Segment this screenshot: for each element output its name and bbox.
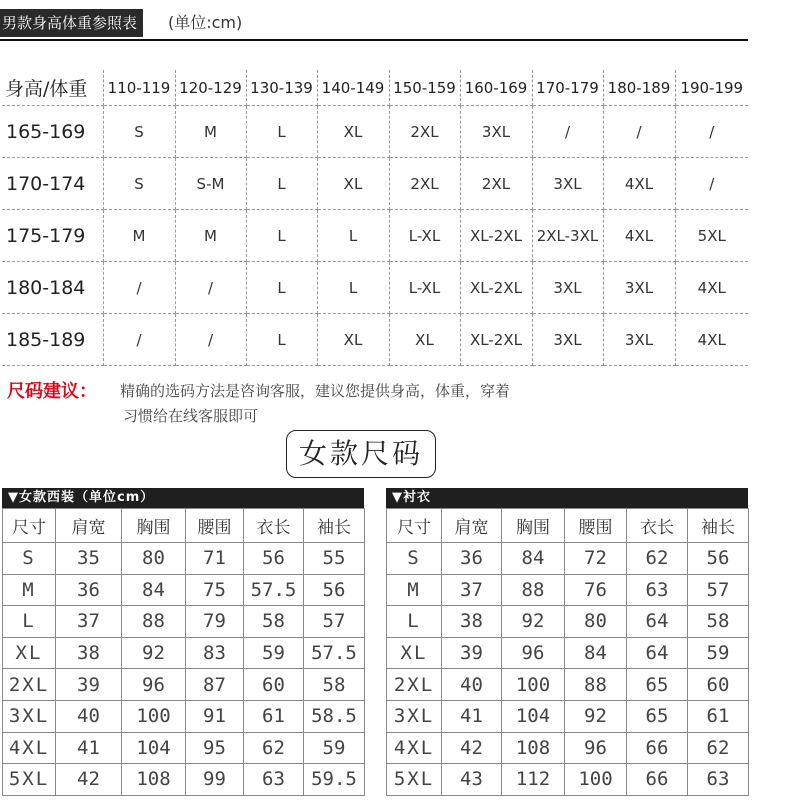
weight-range-header: 150-159	[389, 70, 460, 106]
height-range-cell: 165-169	[2, 106, 103, 158]
measurement-cell: 84	[122, 574, 186, 606]
table-row	[387, 574, 749, 606]
measurement-cell: 104	[502, 700, 565, 732]
size-cell: 3XL	[532, 262, 603, 314]
men-table-header-row	[2, 70, 748, 106]
size-cell: L	[246, 210, 317, 262]
size-cell: /	[175, 262, 246, 314]
column-header: 袖长	[304, 509, 365, 543]
measurement-cell: 58	[688, 606, 749, 638]
size-cell: /	[103, 314, 175, 366]
measurement-cell: 36	[442, 543, 502, 575]
measurement-cell: 72	[565, 543, 627, 575]
advice-text	[120, 379, 640, 429]
size-cell: M	[175, 210, 246, 262]
table-row	[3, 574, 365, 606]
measurement-cell: 61	[688, 700, 749, 732]
column-header: 衣长	[244, 509, 304, 543]
column-header: 胸围	[122, 509, 186, 543]
size-cell: S	[103, 106, 175, 158]
measurement-cell: 56	[244, 543, 304, 575]
measurement-cell: 60	[688, 669, 749, 701]
size-label-cell: M	[387, 574, 442, 606]
shirt-table-header-row	[387, 509, 749, 543]
measurement-cell: 63	[688, 764, 749, 796]
unit-label: (单位:cm)	[168, 13, 243, 32]
measurement-cell: 99	[186, 764, 244, 796]
measurement-cell: 96	[502, 637, 565, 669]
size-cell: 2XL	[389, 106, 460, 158]
measurement-cell: 63	[627, 574, 688, 606]
size-cell: M	[103, 210, 175, 262]
table-row	[2, 314, 748, 366]
size-cell: 2XL	[389, 158, 460, 210]
measurement-cell: 37	[56, 606, 122, 638]
size-label-cell: 5XL	[3, 764, 56, 796]
measurement-cell: 57.5	[244, 574, 304, 606]
measurement-cell: 100	[122, 700, 186, 732]
weight-range-header: 160-169	[460, 70, 532, 106]
size-cell: L	[246, 158, 317, 210]
table-row	[3, 669, 365, 701]
table-row	[387, 669, 749, 701]
size-label-cell: 2XL	[387, 669, 442, 701]
measurement-cell: 108	[122, 764, 186, 796]
size-cell: 5XL	[675, 210, 748, 262]
advice-line-1: 精确的选码方法是咨询客服，建议您提供身高，体重，穿着	[120, 382, 511, 400]
measurement-cell: 39	[442, 637, 502, 669]
size-cell: XL	[389, 314, 460, 366]
women-size-heading: 女款尺码	[286, 430, 436, 478]
measurement-cell: 96	[565, 732, 627, 764]
size-cell: XL	[317, 158, 389, 210]
measurement-cell: 66	[627, 732, 688, 764]
measurement-cell: 56	[304, 574, 365, 606]
table-row	[387, 543, 749, 575]
column-header: 尺寸	[3, 509, 56, 543]
size-label-cell: 2XL	[3, 669, 56, 701]
weight-range-header: 110-119	[103, 70, 175, 106]
measurement-cell: 100	[502, 669, 565, 701]
measurement-cell: 59	[244, 637, 304, 669]
measurement-cell: 104	[122, 732, 186, 764]
height-range-cell: 180-184	[2, 262, 103, 314]
weight-range-header: 130-139	[246, 70, 317, 106]
table-row	[2, 106, 748, 158]
column-header: 衣长	[627, 509, 688, 543]
size-cell: XL-2XL	[460, 314, 532, 366]
measurement-cell: 42	[442, 732, 502, 764]
size-label-cell: S	[3, 543, 56, 575]
measurement-cell: 41	[442, 700, 502, 732]
measurement-cell: 42	[56, 764, 122, 796]
column-header: 袖长	[688, 509, 749, 543]
size-cell: 4XL	[675, 262, 748, 314]
advice-label: 尺码建议：	[7, 381, 97, 402]
height-range-cell: 175-179	[2, 210, 103, 262]
page-title: 男款身高体重参照表	[0, 9, 143, 37]
measurement-cell: 91	[186, 700, 244, 732]
size-cell: /	[175, 314, 246, 366]
measurement-cell: 39	[56, 669, 122, 701]
column-header: 胸围	[502, 509, 565, 543]
size-cell: 4XL	[675, 314, 748, 366]
size-cell: L	[317, 210, 389, 262]
measurement-cell: 65	[627, 700, 688, 732]
size-cell: 4XL	[603, 210, 675, 262]
measurement-cell: 36	[56, 574, 122, 606]
measurement-cell: 88	[122, 606, 186, 638]
column-header: 尺寸	[387, 509, 442, 543]
weight-range-header: 180-189	[603, 70, 675, 106]
measurement-cell: 71	[186, 543, 244, 575]
column-header: 腰围	[565, 509, 627, 543]
size-label-cell: XL	[387, 637, 442, 669]
column-header: 肩宽	[56, 509, 122, 543]
size-cell: /	[603, 106, 675, 158]
table-row	[387, 637, 749, 669]
table-row	[3, 606, 365, 638]
size-cell: XL	[317, 106, 389, 158]
measurement-cell: 61	[244, 700, 304, 732]
measurement-cell: 96	[122, 669, 186, 701]
size-label-cell: S	[387, 543, 442, 575]
table-row	[387, 606, 749, 638]
size-label-cell: 5XL	[387, 764, 442, 796]
size-cell: 3XL	[532, 158, 603, 210]
size-cell: 3XL	[603, 262, 675, 314]
weight-range-header: 190-199	[675, 70, 748, 106]
table-row	[3, 732, 365, 764]
size-label-cell: 3XL	[387, 700, 442, 732]
measurement-cell: 84	[565, 637, 627, 669]
size-cell: XL-2XL	[460, 210, 532, 262]
measurement-cell: 62	[688, 732, 749, 764]
column-header: 腰围	[186, 509, 244, 543]
height-range-cell: 170-174	[2, 158, 103, 210]
measurement-cell: 57.5	[304, 637, 365, 669]
measurement-cell: 95	[186, 732, 244, 764]
size-cell: L	[317, 262, 389, 314]
measurement-cell: 75	[186, 574, 244, 606]
suit-table-header-row	[3, 509, 365, 543]
table-row	[387, 732, 749, 764]
size-cell: /	[675, 158, 748, 210]
size-cell: 2XL-3XL	[532, 210, 603, 262]
measurement-cell: 58	[244, 606, 304, 638]
measurement-cell: 66	[627, 764, 688, 796]
measurement-cell: 57	[304, 606, 365, 638]
measurement-cell: 92	[565, 700, 627, 732]
measurement-cell: 63	[244, 764, 304, 796]
measurement-cell: 80	[565, 606, 627, 638]
measurement-cell: 41	[56, 732, 122, 764]
shirt-size-table	[386, 508, 749, 796]
men-size-table	[2, 70, 748, 366]
size-cell: /	[103, 262, 175, 314]
measurement-cell: 55	[304, 543, 365, 575]
size-label-cell: L	[3, 606, 56, 638]
measurement-cell: 43	[442, 764, 502, 796]
shirt-table-title: ▼衬衣	[386, 488, 748, 508]
table-row	[387, 700, 749, 732]
suit-size-table	[2, 508, 365, 796]
weight-range-header: 120-129	[175, 70, 246, 106]
size-cell: L-XL	[389, 210, 460, 262]
size-cell: L	[246, 262, 317, 314]
table-row	[2, 158, 748, 210]
size-cell: 3XL	[460, 106, 532, 158]
measurement-cell: 62	[627, 543, 688, 575]
measurement-cell: 59	[304, 732, 365, 764]
measurement-cell: 100	[565, 764, 627, 796]
size-cell: 2XL	[460, 158, 532, 210]
measurement-cell: 65	[627, 669, 688, 701]
measurement-cell: 108	[502, 732, 565, 764]
suit-size-section	[2, 488, 364, 796]
suit-table-title: ▼女款西装（单位cm）	[2, 488, 364, 508]
measurement-cell: 58.5	[304, 700, 365, 732]
measurement-cell: 76	[565, 574, 627, 606]
measurement-cell: 40	[442, 669, 502, 701]
measurement-cell: 79	[186, 606, 244, 638]
measurement-cell: 37	[442, 574, 502, 606]
size-cell: M	[175, 106, 246, 158]
table-row	[2, 262, 748, 314]
size-label-cell: 4XL	[3, 732, 56, 764]
measurement-cell: 80	[122, 543, 186, 575]
size-cell: L-XL	[389, 262, 460, 314]
measurement-cell: 40	[56, 700, 122, 732]
height-range-cell: 185-189	[2, 314, 103, 366]
size-cell: XL-2XL	[460, 262, 532, 314]
measurement-cell: 38	[442, 606, 502, 638]
size-label-cell: M	[3, 574, 56, 606]
measurement-cell: 59.5	[304, 764, 365, 796]
size-cell: 3XL	[532, 314, 603, 366]
size-cell: 4XL	[603, 158, 675, 210]
size-cell: /	[532, 106, 603, 158]
weight-range-header: 140-149	[317, 70, 389, 106]
measurement-cell: 84	[502, 543, 565, 575]
measurement-cell: 56	[688, 543, 749, 575]
measurement-cell: 38	[56, 637, 122, 669]
measurement-cell: 87	[186, 669, 244, 701]
measurement-cell: 112	[502, 764, 565, 796]
table-row	[3, 764, 365, 796]
measurement-cell: 59	[688, 637, 749, 669]
measurement-cell: 64	[627, 637, 688, 669]
size-cell: L	[246, 106, 317, 158]
table-row	[3, 700, 365, 732]
size-label-cell: L	[387, 606, 442, 638]
table-row	[2, 210, 748, 262]
size-cell: S	[103, 158, 175, 210]
measurement-cell: 83	[186, 637, 244, 669]
measurement-cell: 62	[244, 732, 304, 764]
measurement-cell: 88	[565, 669, 627, 701]
measurement-cell: 92	[502, 606, 565, 638]
advice-line-2: 习惯给在线客服即可	[123, 407, 259, 425]
size-label-cell: 3XL	[3, 700, 56, 732]
measurement-cell: 35	[56, 543, 122, 575]
table-row	[3, 543, 365, 575]
size-label-cell: XL	[3, 637, 56, 669]
table-row	[3, 637, 365, 669]
size-label-cell: 4XL	[387, 732, 442, 764]
size-cell: L	[246, 314, 317, 366]
column-header: 肩宽	[442, 509, 502, 543]
measurement-cell: 88	[502, 574, 565, 606]
page-header	[0, 9, 748, 41]
shirt-size-section	[386, 488, 748, 796]
size-cell: XL	[317, 314, 389, 366]
measurement-cell: 58	[304, 669, 365, 701]
size-cell: 3XL	[603, 314, 675, 366]
measurement-cell: 60	[244, 669, 304, 701]
measurement-cell: 92	[122, 637, 186, 669]
size-cell: S-M	[175, 158, 246, 210]
size-cell: /	[675, 106, 748, 158]
measurement-cell: 57	[688, 574, 749, 606]
corner-label: 身高/体重	[2, 70, 103, 106]
measurement-cell: 64	[627, 606, 688, 638]
table-row	[387, 764, 749, 796]
weight-range-header: 170-179	[532, 70, 603, 106]
